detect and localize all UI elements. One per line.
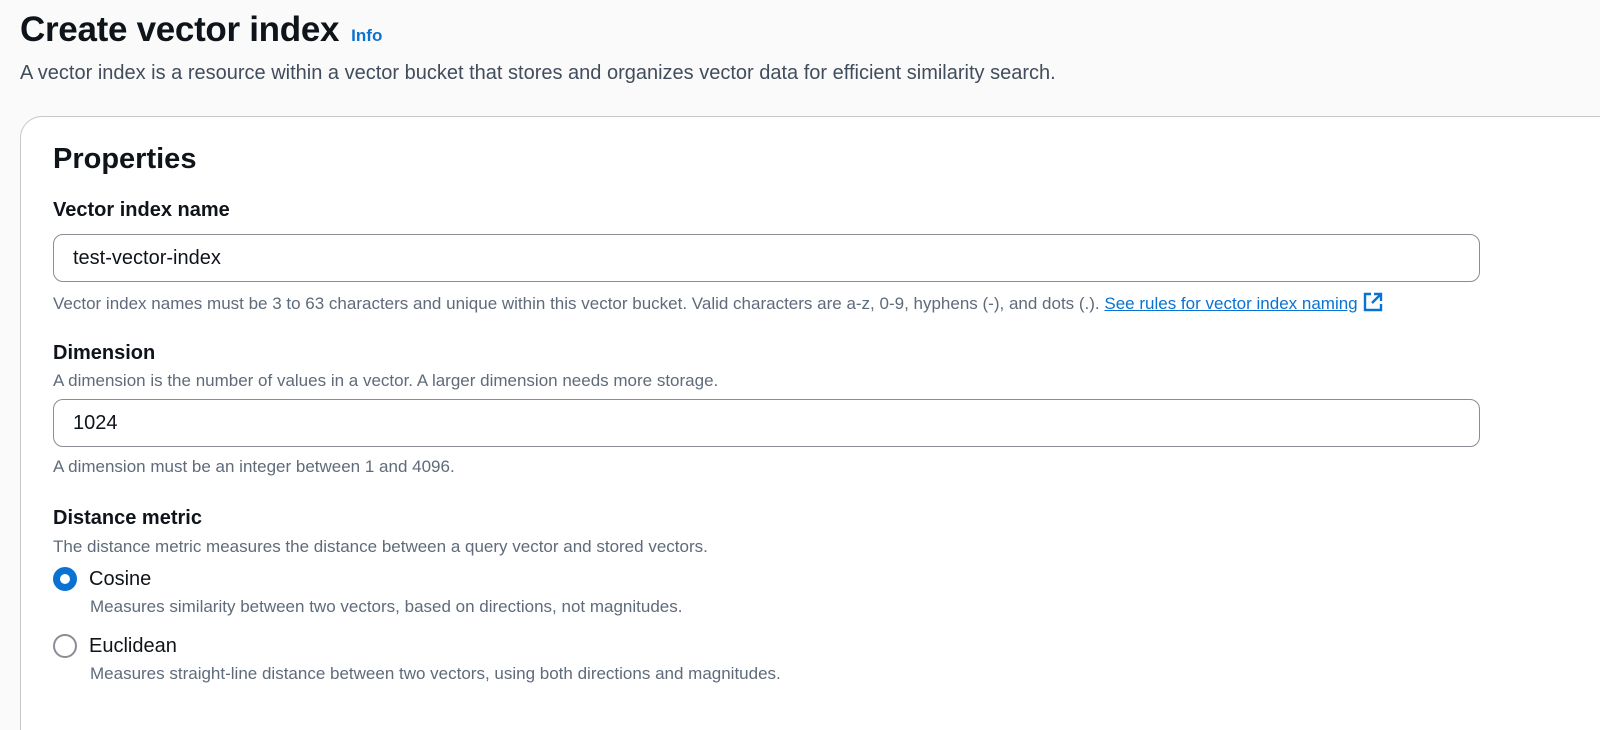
- radio-desc-euclidean: Measures straight-line distance between two vectors, using both directions and magnitudes.: [90, 664, 781, 683]
- properties-title: Properties: [53, 143, 197, 175]
- page-title: Create vector index: [20, 10, 340, 49]
- index-name-input[interactable]: [53, 234, 1480, 282]
- radio-label-euclidean: Euclidean: [89, 634, 177, 657]
- info-link[interactable]: Info: [351, 26, 383, 45]
- dimension-label: Dimension: [53, 342, 156, 364]
- radio-desc-cosine: Measures similarity between two vectors, based on directions, not magnitudes.: [90, 597, 683, 616]
- dimension-hint: A dimension must be an integer between 1 and 4096.: [53, 457, 455, 476]
- dimension-input[interactable]: [53, 399, 1480, 447]
- page-header: [20, 10, 1056, 85]
- radio-label-cosine: Cosine: [89, 567, 152, 590]
- radio-option-cosine[interactable]: [53, 567, 151, 591]
- index-name-hint: [53, 291, 1384, 314]
- naming-rules-link[interactable]: [1104, 294, 1383, 313]
- radio-button-checked[interactable]: [53, 567, 77, 591]
- distance-metric-label: Distance metric: [53, 507, 202, 529]
- index-name-label: Vector index name: [53, 199, 230, 221]
- page-description: A vector index is a resource within a vector bucket that stores and organizes vector data for efficient similarity search.: [20, 62, 1056, 84]
- dimension-description: A dimension is the number of values in a vector. A larger dimension needs more storage.: [53, 371, 719, 390]
- radio-option-euclidean[interactable]: [53, 634, 177, 658]
- radio-button-unchecked[interactable]: [53, 634, 77, 658]
- external-link-icon: [1362, 291, 1384, 313]
- distance-metric-description: The distance metric measures the distance between a query vector and stored vectors.: [53, 537, 708, 556]
- naming-rules-link-label: See rules for vector index naming: [1104, 294, 1358, 313]
- index-name-constraint-text: Vector index names must be 3 to 63 characters and unique within this vector bucket. Valid characters are a-z, 0-9, hyphens (-), and dots (.).: [53, 294, 1100, 313]
- title-row: [20, 10, 1056, 50]
- properties-container: [20, 116, 1600, 730]
